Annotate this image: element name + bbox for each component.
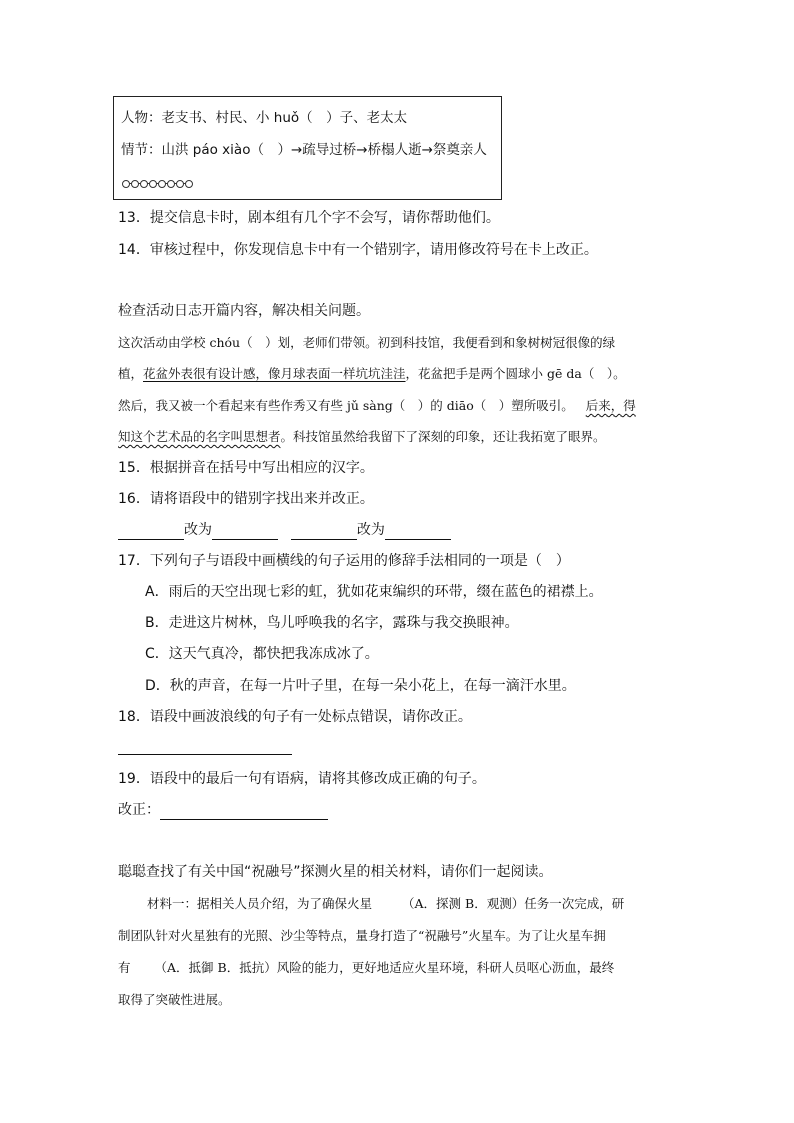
material-text: 有 — [118, 960, 131, 975]
passage-line-1: 这次活动由学校 chóu（ ）划，老师们带领。初到科技馆，我便看到和象树树冠很像的绿 — [118, 335, 616, 350]
option-a: A．雨后的天空出现七彩的虹，犹如花束编织的环带，缀在蓝色的裙襟上。 — [145, 584, 603, 600]
answer-blank[interactable] — [160, 803, 328, 820]
passage-text: 然后，我又被一个看起来有些作秀又有些 jǔ sàng（ ）的 diāo（ ）塑所吸引。 — [118, 398, 574, 413]
wavy-sentence-start: 后来，得 — [585, 398, 636, 413]
info-card — [113, 96, 502, 200]
underlined-sentence: 花盆外表很有设计感，像月球表面一样坑坑洼洼 — [143, 366, 406, 381]
question-19-answer-row — [118, 800, 328, 820]
wavy-sentence-end: 知这个艺术品的名字叫思想者 — [118, 429, 281, 444]
material-choice: （A．探测 B．观测）任务一次完成，研 — [402, 896, 625, 911]
change-to-label: 改为 — [184, 522, 212, 538]
material-line-1 — [147, 894, 624, 914]
material-text: 材料一：据相关人员介绍，为了确保火星 — [147, 896, 373, 911]
change-to-label: 改为 — [356, 522, 385, 538]
section-intro-zhurong: 聪聪查找了有关中国“祝融号”探测火星的相关材料，请你们一起阅读。 — [118, 864, 553, 880]
question-18-answer-line[interactable] — [118, 738, 292, 755]
option-b: B．走进这片树林，鸟儿呼唤我的名字，露珠与我交换眼神。 — [145, 615, 519, 631]
material-choice: （A．抵御 B．抵抗）风险的能力，更好地适应火星环境，科研人员呕心沥血，最终 — [154, 960, 615, 975]
passage-text: ，花盆把手是两个圆球小 gē da（ ）。 — [405, 366, 626, 381]
answer-blank[interactable] — [385, 523, 451, 540]
question-13: 13．提交信息卡时，剧本组有几个字不会写，请你帮助他们。 — [118, 210, 500, 226]
question-18: 18．语段中画波浪线的句子有一处标点错误，请你改正。 — [118, 709, 472, 725]
passage-line-2 — [118, 364, 626, 384]
material-line-4: 取得了突破性进展。 — [118, 992, 231, 1007]
question-14: 14．审核过程中，你发现信息卡中有一个错别字，请用修改符号在卡上改正。 — [118, 242, 598, 258]
question-19: 19．语段中的最后一句有语病，请将其修改成正确的句子。 — [118, 771, 486, 787]
info-card-people: 人物：老支书、村民、小 huǒ（ ）子、老太太 — [121, 110, 408, 126]
question-16-answer-row — [118, 520, 451, 540]
passage-line-3 — [118, 396, 636, 416]
option-d: D．秋的声音，在每一片叶子里，在每一朵小花上，在每一滴汗水里。 — [145, 678, 576, 694]
passage-line-4 — [118, 427, 606, 447]
material-line-2: 制团队针对火星独有的光照、沙尘等特点，量身打造了“祝融号”火星车。为了让火星车拥 — [118, 928, 606, 943]
material-line-3 — [118, 958, 614, 978]
question-17: 17．下列句子与语段中画横线的句子运用的修辞手法相同的一项是（ ） — [118, 553, 570, 569]
question-15: 15．根据拼音在括号中写出相应的汉字。 — [118, 460, 374, 476]
chain-decoration-icon — [122, 173, 194, 187]
section-intro-log: 检查活动日志开篇内容，解决相关问题。 — [118, 303, 370, 319]
passage-text: 。科技馆虽然给我留下了深刻的印象，还让我拓宽了眼界。 — [280, 429, 606, 444]
answer-blank[interactable] — [212, 523, 278, 540]
correction-label: 改正： — [118, 802, 160, 818]
passage-text: 植， — [118, 366, 144, 381]
answer-blank[interactable] — [291, 523, 357, 540]
option-c: C．这天气真冷，都快把我冻成冰了。 — [145, 646, 379, 662]
question-16: 16．请将语段中的错别字找出来并改正。 — [118, 491, 374, 507]
info-card-plot: 情节：山洪 páo xiào（ ）→疏导过桥→桥榻人逝→祭奠亲人 — [121, 142, 487, 158]
answer-blank[interactable] — [118, 523, 184, 540]
